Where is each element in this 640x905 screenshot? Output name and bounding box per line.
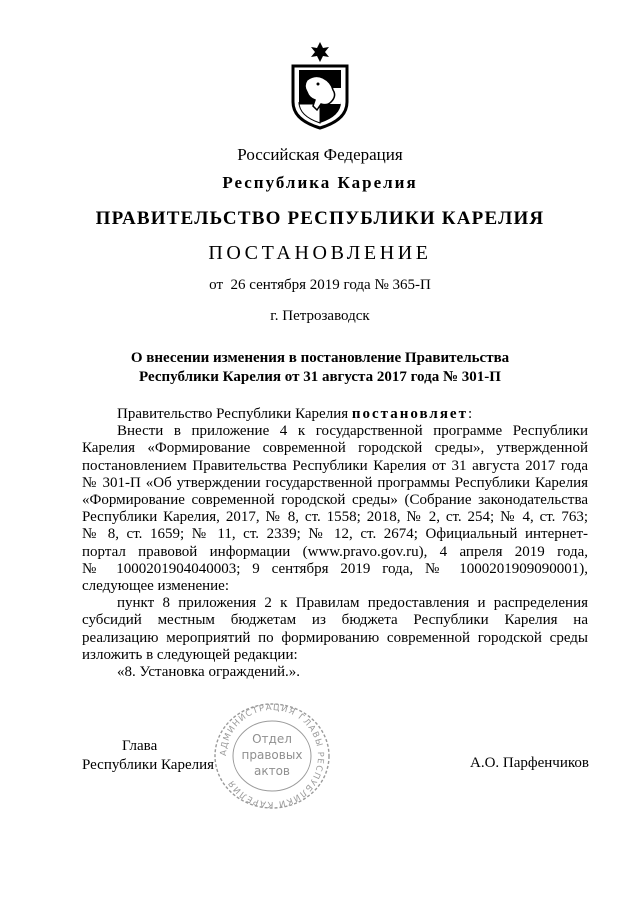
subject-line-2: Республики Карелия от 31 августа 2017 года № 301-П: [139, 369, 501, 385]
stamp-line-1: Отдел: [252, 732, 292, 746]
intro-prefix: Правительство Республики Карелия: [117, 406, 349, 422]
paragraph-1-line: № 301-П «Об утверждении государственной программы Республики Карелия: [82, 474, 588, 491]
paragraph-1-line: «Формирование современной городской среды» (Собрание законодательства: [82, 492, 588, 509]
paragraph-1-line: Внести в приложение 4 к государственной программе Республики: [117, 423, 588, 440]
document-type: ПОСТАНОВЛЕНИЕ: [208, 242, 432, 264]
stamp-line-3: актов: [253, 764, 291, 778]
government-title: ПРАВИТЕЛЬСТВО РЕСПУБЛИКИ КАРЕЛИЯ: [95, 208, 545, 229]
paragraph-1-line: постановлением Правительства Республики Карелия от 31 августа 2017 года: [82, 457, 588, 474]
stamp-ring-text: АДМИНИСТРАЦИЯ ГЛАВЫ РЕСПУБЛИКИ КАРЕЛИЯ: [218, 702, 326, 810]
signatory-title-line-2: Республики Карелия: [82, 757, 215, 773]
document-body: [82, 406, 588, 681]
intro-line: [82, 406, 588, 423]
paragraph-1-line: № 1000201904040003; 9 сентября 2019 года, № 1000201909090001),: [82, 560, 588, 577]
document-subject: [0, 349, 640, 387]
paragraph-2-line: пункт 8 приложения 2 к Правилам предоставления и распределения: [117, 595, 588, 612]
signatory-name: А.О. Парфенчиков: [470, 755, 589, 771]
paragraph-2-line: субсидий местным бюджетам из бюджета Республики Карелия на: [82, 612, 588, 629]
paragraph-1-line: № 8, ст. 1659; № 11, ст. 2339; № 12, ст. 2674; Официальный интернет-: [82, 526, 588, 543]
document-city: г. Петрозаводск: [270, 308, 370, 324]
paragraph-1-line: следующее изменение:: [82, 578, 230, 595]
intro-colon: :: [467, 406, 473, 422]
paragraph-2-line: изложить в следующей редакции:: [82, 646, 298, 663]
paragraph-3-line: «8. Установка ограждений.».: [117, 664, 300, 681]
country-name: Российская Федерация: [237, 145, 403, 164]
stamp-line-2: правовых: [241, 748, 303, 762]
karelia-coat-of-arms-icon: [287, 40, 353, 130]
paragraph-1-line: Карелия «Формирование современной городской среды», утвержденной: [82, 440, 588, 457]
republic-name: Республика Карелия: [222, 173, 418, 192]
subject-line-1: О внесении изменения в постановление Правительства: [130, 350, 510, 366]
paragraph-1-line: Республики Карелия, 2017, № 8, ст. 1558; 2018, № 2, ст. 254; № 4, ст. 763;: [82, 509, 588, 526]
signatory-title: [82, 737, 232, 775]
paragraph-2-line: реализацию мероприятий по формированию современной городской среды: [82, 629, 588, 646]
resolves-word: постановляет: [351, 406, 468, 422]
document-date-number: от 26 сентября 2019 года № 365-П: [209, 277, 431, 293]
paragraph-1-line: портал правовой информации (www.pravo.gov.ru), 4 апреля 2019 года,: [82, 543, 588, 560]
official-stamp: [212, 700, 332, 810]
signatory-title-line-1: Глава: [122, 738, 158, 754]
